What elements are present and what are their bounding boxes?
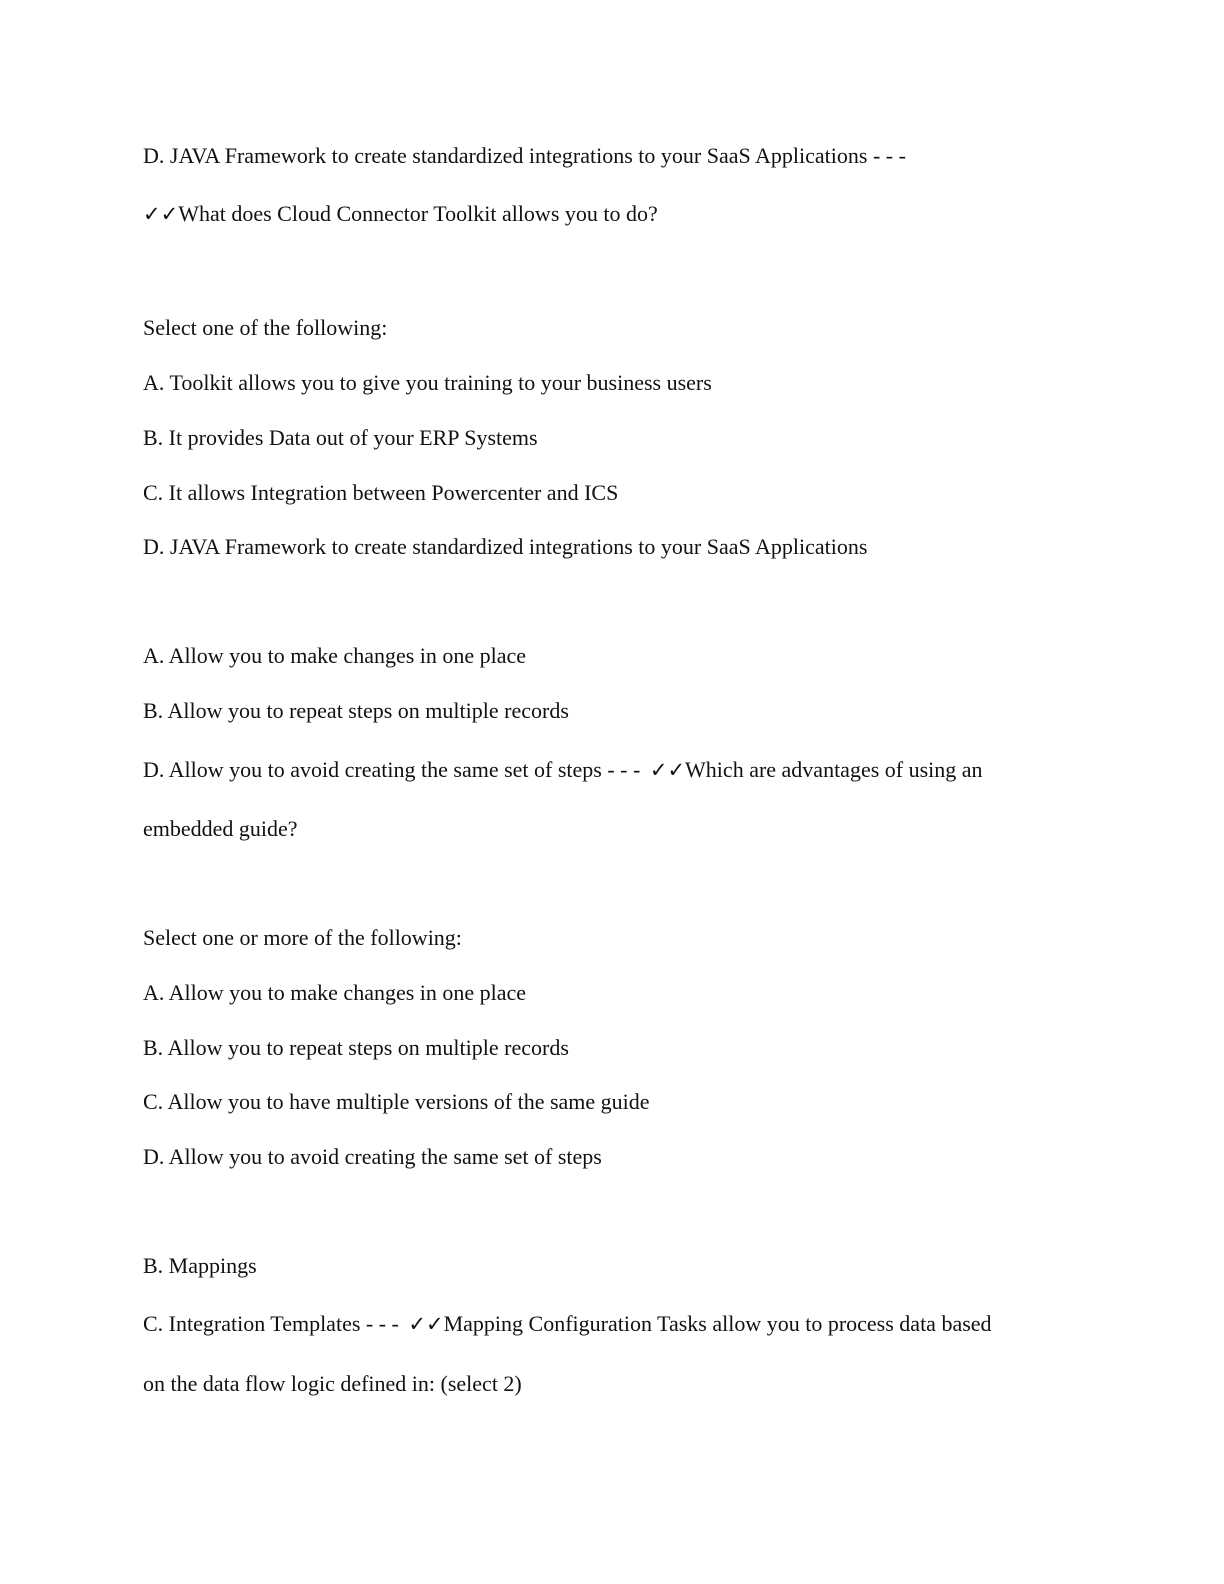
question-text-continued: embedded guide? xyxy=(143,816,298,841)
answer-line xyxy=(143,141,906,171)
instruction-text: Select one or more of the following: xyxy=(143,925,462,950)
answer-line: B. Mappings xyxy=(143,1253,257,1278)
answer-text: D. Allow you to avoid creating the same set of steps - - - xyxy=(143,757,641,782)
answer-line: B. Allow you to repeat steps on multiple records xyxy=(143,698,569,723)
option-a: A. Allow you to make changes in one place xyxy=(143,980,527,1005)
option-b: B. It provides Data out of your ERP Systems xyxy=(143,425,538,450)
answer-line: A. Allow you to make changes in one place xyxy=(143,643,527,668)
question-line xyxy=(143,199,658,229)
answer-question-line xyxy=(143,755,983,785)
answer-question-line xyxy=(143,1309,992,1339)
option-c: C. Allow you to have multiple versions of the same guide xyxy=(143,1089,650,1114)
option-a: A. Toolkit allows you to give you training to your business users xyxy=(143,370,712,395)
option-b: B. Allow you to repeat steps on multiple records xyxy=(143,1035,569,1060)
question-text-continued: on the data flow logic defined in: (select 2) xyxy=(143,1371,522,1396)
double-checkmark-icon: ✓✓ xyxy=(649,758,686,782)
answer-text: C. Integration Templates - - - xyxy=(143,1311,399,1336)
question-text: Mapping Configuration Tasks allow you to process data based xyxy=(443,1311,992,1336)
option-d: D. Allow you to avoid creating the same set of steps xyxy=(143,1144,602,1169)
instruction-text: Select one of the following: xyxy=(143,315,388,340)
double-checkmark-icon: ✓✓ xyxy=(143,202,179,226)
question-text: Which are advantages of using an xyxy=(685,757,983,782)
double-checkmark-icon: ✓✓ xyxy=(408,1312,444,1336)
option-d: D. JAVA Framework to create standardized integrations to your SaaS Applications xyxy=(143,534,868,559)
question-text: What does Cloud Connector Toolkit allows you to do? xyxy=(178,201,658,226)
option-c: C. It allows Integration between Powercenter and ICS xyxy=(143,480,619,505)
answer-text: D. JAVA Framework to create standardized integrations to your SaaS Applications - - - xyxy=(143,143,906,168)
